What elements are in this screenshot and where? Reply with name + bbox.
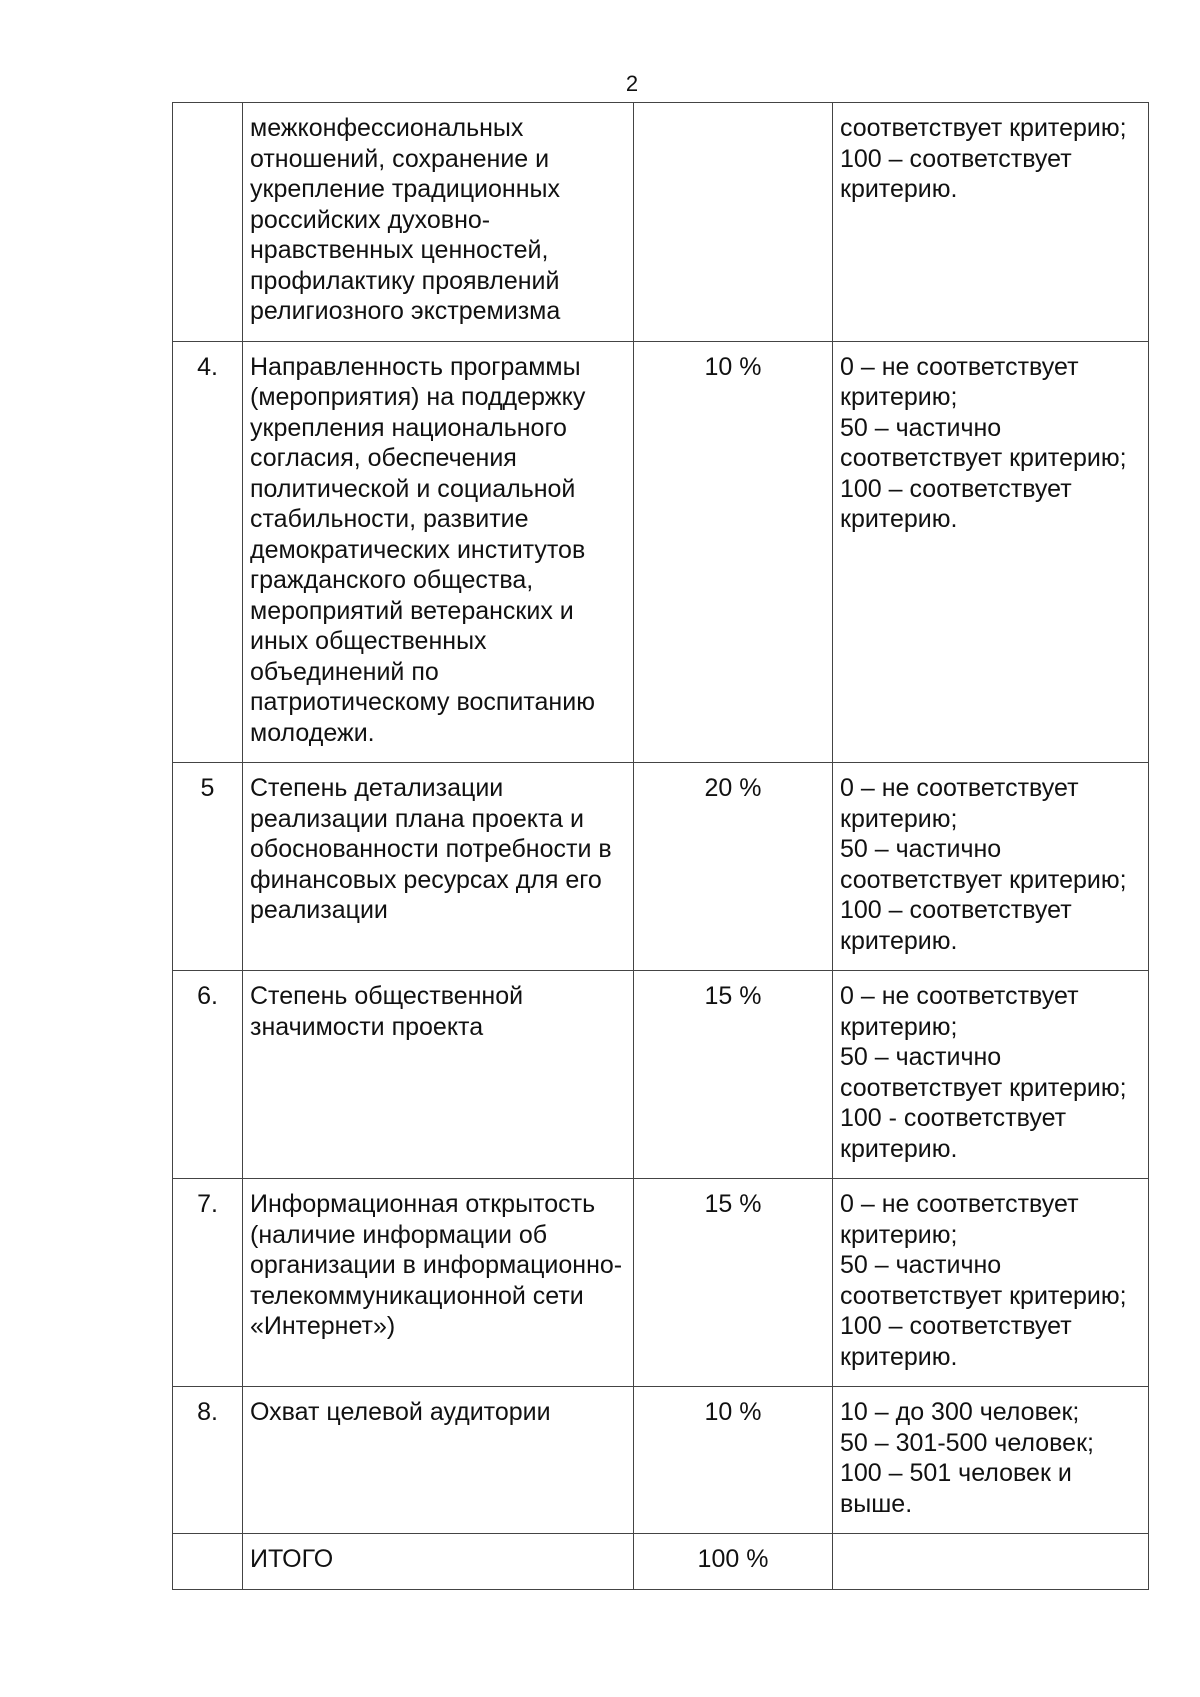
score-scale: соответствует критерию; 100 – соответствует критерию. [833,103,1149,342]
table-row [173,1387,1149,1534]
row-number: 5 [173,763,243,971]
criterion-text: Информационная открытость (наличие информации об организации в информационно-телекоммуникационной сети «Интернет») [243,1179,634,1387]
criterion-text: Степень детализации реализации плана проекта и обоснованности потребности в финансовых ресурсах для его реализации [243,763,634,971]
table-row [173,341,1149,763]
total-row [173,1534,1149,1590]
weight-value: 10 % [634,341,833,763]
score-scale: 0 – не соответствует критерию; 50 – частично соответствует критерию; 100 - соответствует критерию. [833,971,1149,1179]
criterion-text: Направленность программы (мероприятия) на поддержку укрепления национального согласия, обеспечения политической и социальной стабильности, развитие демократических институтов гражданского общества, мероприятий ветеранских и иных общественных объединений по патриотическому воспитанию молодежи. [243,341,634,763]
row-number: 4. [173,341,243,763]
score-scale [833,1534,1149,1590]
row-number [173,1534,243,1590]
row-number: 6. [173,971,243,1179]
criterion-text: Охват целевой аудитории [243,1387,634,1534]
score-scale: 10 – до 300 человек; 50 – 301-500 человек; 100 – 501 человек и выше. [833,1387,1149,1534]
row-number: 8. [173,1387,243,1534]
weight-value [634,103,833,342]
criterion-text: межконфессиональных отношений, сохранение и укрепление традиционных российских духовно-нравственных ценностей, профилактику проявлений религиозного экстремизма [243,103,634,342]
criterion-text: Степень общественной значимости проекта [243,971,634,1179]
weight-value: 20 % [634,763,833,971]
table-row [173,971,1149,1179]
total-label: ИТОГО [243,1534,634,1590]
table-row [173,1179,1149,1387]
page-number: 2 [625,71,639,96]
total-weight: 100 % [634,1534,833,1590]
weight-value: 15 % [634,1179,833,1387]
score-scale: 0 – не соответствует критерию; 50 – частично соответствует критерию; 100 – соответствует критерию. [833,341,1149,763]
row-number [173,103,243,342]
weight-value: 15 % [634,971,833,1179]
score-scale: 0 – не соответствует критерию; 50 – частично соответствует критерию; 100 – соответствует критерию. [833,1179,1149,1387]
score-scale: 0 – не соответствует критерию; 50 – частично соответствует критерию; 100 – соответствует критерию. [833,763,1149,971]
table-row [173,763,1149,971]
criteria-table [172,102,1149,1590]
row-number: 7. [173,1179,243,1387]
weight-value: 10 % [634,1387,833,1534]
table-row [173,103,1149,342]
